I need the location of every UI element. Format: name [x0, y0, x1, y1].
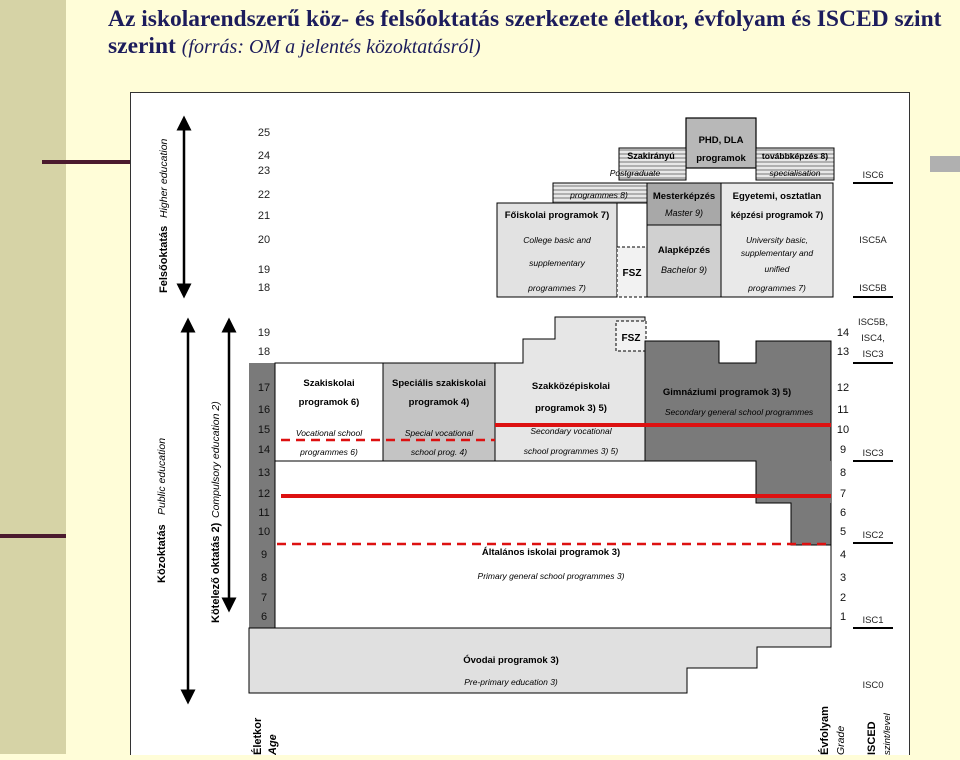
label-age-hu: Életkor — [252, 717, 264, 755]
bachelor-box — [647, 225, 721, 297]
primary-label: Általános iskolai programok 3) — [481, 547, 621, 558]
label-grade-hu: Évfolyam — [819, 706, 831, 755]
isced-tick: ISC3 — [862, 349, 884, 360]
grade-tick: 6 — [839, 507, 847, 519]
age-tick: 9 — [260, 549, 268, 561]
grade-tick: 4 — [839, 549, 847, 561]
master-label: Mesterképzés — [652, 191, 716, 202]
vocational-label-en: Vocational school — [295, 428, 363, 438]
phd-label: PHD, DLA — [698, 135, 744, 146]
label-compulsory-en: Compulsory education 2) — [210, 401, 222, 518]
secondary-vocational-label: Szakközépiskolai — [531, 381, 611, 392]
university-label-en-2: supplementary and — [740, 248, 814, 258]
special-vocational-label-2: programok 4) — [408, 397, 470, 408]
age-tick: 22 — [257, 189, 271, 201]
age-tick: 7 — [260, 592, 268, 604]
master-label-en: Master 9) — [664, 208, 704, 218]
age-tick: 20 — [257, 234, 271, 246]
label-higher-hu: Felsőoktatás — [158, 225, 170, 293]
grade-tick: 11 — [837, 404, 849, 416]
bachelor-label: Alapképzés — [657, 245, 711, 256]
university-label-en-3: unified — [764, 264, 790, 274]
secondary-vocational-label-2: programok 3) 5) — [535, 403, 607, 414]
gymnasium-label: Gimnáziumi programok 3) 5) — [662, 387, 792, 398]
age-tick: 21 — [257, 210, 271, 222]
university-label-en: University basic, — [746, 235, 808, 245]
grade-tick: 2 — [839, 592, 847, 604]
label-grade-en: Grade — [835, 725, 847, 755]
bachelor-label-en: Bachelor 9) — [660, 265, 708, 275]
label-isced-en: szint/level — [882, 713, 893, 755]
label-public-hu: Közoktatás — [156, 524, 168, 583]
decorative-stripe — [930, 156, 960, 172]
grade-tick: 1 — [839, 611, 847, 623]
age-tick: 11 — [258, 507, 270, 519]
grade-tick: 14 — [836, 327, 850, 339]
master-box — [647, 183, 721, 225]
fsz-public-label: FSZ — [621, 333, 641, 344]
isced-tick: ISC5B, — [857, 317, 889, 328]
college-label-en-3: programmes 7) — [528, 283, 586, 293]
age-tick: 13 — [257, 467, 271, 479]
age-tick: 19 — [257, 264, 271, 276]
age-tick: 6 — [260, 611, 268, 623]
title-source: (forrás: OM a jelentés közoktatásról) — [181, 36, 481, 58]
further-training-label-en: specialisation — [769, 168, 821, 178]
grade-tick: 9 — [839, 444, 847, 456]
age-tick: 8 — [260, 572, 268, 584]
vocational-label-2: programok 6) — [298, 397, 360, 408]
age-tick: 17 — [257, 382, 271, 394]
age-tick: 24 — [257, 150, 271, 162]
age-tick: 12 — [257, 488, 271, 500]
diagram-svg — [131, 93, 909, 755]
label-compulsory-hu: Kötelező oktatás 2) — [210, 522, 222, 623]
isced-tick: ISC4, — [861, 333, 885, 344]
university-label-en-4: programmes 7) — [748, 283, 806, 293]
college-label-en: College basic and — [523, 235, 591, 245]
age-tick: 15 — [257, 424, 271, 436]
decorative-divider-bottom — [0, 534, 66, 538]
age-tick: 16 — [257, 404, 271, 416]
preprimary-label: Óvodai programok 3) — [463, 655, 559, 666]
postgraduate-label-en: Postgraduate — [609, 168, 661, 178]
grade-tick: 7 — [839, 488, 847, 500]
page-title — [108, 6, 958, 61]
age-tick: 23 — [257, 165, 271, 177]
special-vocational-label-en: Special vocational — [404, 428, 474, 438]
decorative-divider-top — [42, 160, 130, 164]
label-age-en: Age — [267, 734, 279, 755]
label-public-en: Public education — [156, 437, 168, 515]
special-vocational-label: Speciális szakiskolai — [391, 378, 487, 389]
isced-tick: ISC5A — [859, 235, 887, 246]
age-tick: 18 — [257, 282, 271, 294]
secondary-vocational-label-en-2: school programmes 3) 5) — [523, 446, 619, 456]
age-tick: 25 — [257, 127, 271, 139]
gymnasium-label-en: Secondary general school programmes — [664, 407, 814, 417]
grade-tick: 8 — [839, 467, 847, 479]
label-isced-hu: ISCED — [866, 721, 878, 755]
title-main: Az iskolarendszerű köz- és felsőoktatás szerkezete életkor, évfolyam és ISCED szint szerint — [108, 6, 942, 59]
left-decorative-bar — [0, 0, 66, 754]
isced-tick: ISC0 — [862, 680, 884, 691]
vocational-label: Szakiskolai — [303, 378, 355, 389]
grade-tick: 10 — [836, 424, 850, 436]
age-tick: 14 — [257, 444, 271, 456]
label-higher-en: Higher education — [158, 138, 170, 218]
fsz-higher-label: FSZ — [622, 268, 642, 279]
grade-tick: 5 — [839, 526, 847, 538]
postgraduate-label: Szakirányú — [627, 151, 675, 161]
preprimary-label-en: Pre-primary education 3) — [464, 677, 558, 687]
age-tick: 10 — [257, 526, 271, 538]
age-tick: 18 — [257, 346, 271, 358]
secondary-vocational-label-en: Secondary vocational — [530, 426, 612, 436]
special-vocational-label-en-2: school prog. 4) — [410, 447, 468, 457]
college-label-en-2: supplementary — [529, 258, 585, 268]
education-structure-diagram — [130, 92, 910, 755]
grade-tick: 3 — [839, 572, 847, 584]
university-label-2: képzési programok 7) — [730, 210, 824, 220]
university-label: Egyetemi, osztatlan — [732, 191, 822, 202]
college-label: Főiskolai programok 7) — [504, 210, 610, 221]
isced-tick: ISC6 — [862, 170, 884, 181]
isced-tick: ISC2 — [862, 530, 884, 541]
age-tick: 19 — [257, 327, 271, 339]
grade-tick: 13 — [836, 346, 850, 358]
primary-label-en: Primary general school programmes 3) — [477, 571, 625, 581]
further-training-label: továbbképzés 8) — [761, 151, 829, 161]
isced-tick: ISC1 — [862, 615, 884, 626]
isced-tick: ISC3 — [862, 448, 884, 459]
vocational-label-en-2: programmes 6) — [300, 447, 358, 457]
phd-label-2: programok — [696, 153, 746, 164]
isced-tick: ISC5B — [859, 283, 887, 294]
programmes-8-label: programmes 8) — [570, 190, 628, 200]
grade-tick: 12 — [836, 382, 850, 394]
